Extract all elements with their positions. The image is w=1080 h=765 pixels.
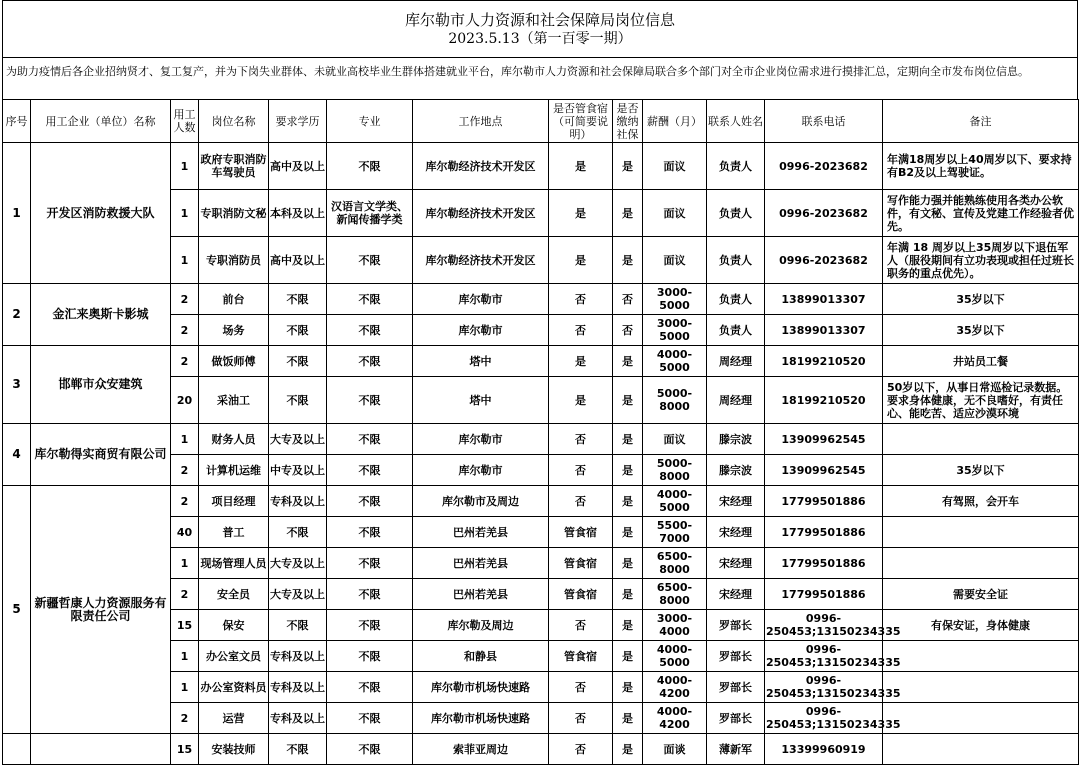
job-remark (883, 548, 1079, 579)
job-education: 大专及以上 (269, 579, 327, 610)
job-contact: 负责人 (707, 143, 765, 190)
job-location: 巴州若羌县 (413, 548, 549, 579)
job-location: 库尔勒经济技术开发区 (413, 143, 549, 190)
job-salary: 4000-5000 (643, 641, 707, 672)
group-org: 新疆哲康人力资源服务有限责任公司 (31, 486, 171, 734)
job-salary: 面议 (643, 424, 707, 455)
job-insurance: 是 (613, 237, 643, 284)
job-major: 不限 (327, 672, 413, 703)
job-board: 管食宿 (549, 548, 613, 579)
job-insurance: 是 (613, 346, 643, 377)
job-phone: 0996-250453;13150234335 (765, 610, 883, 641)
job-count: 2 (171, 579, 199, 610)
job-insurance: 是 (613, 672, 643, 703)
job-education: 不限 (269, 734, 327, 765)
job-position: 安装技师 (199, 734, 269, 765)
job-salary: 5000-8000 (643, 455, 707, 486)
job-position: 项目经理 (199, 486, 269, 517)
job-position: 计算机运维 (199, 455, 269, 486)
job-location: 巴州若羌县 (413, 517, 549, 548)
job-phone: 0996-250453;13150234335 (765, 641, 883, 672)
job-contact: 宋经理 (707, 517, 765, 548)
job-count: 20 (171, 377, 199, 424)
job-count: 40 (171, 517, 199, 548)
job-remark: 有保安证，身体健康 (883, 610, 1079, 641)
job-remark: 井站员工餐 (883, 346, 1079, 377)
group-seq: 4 (3, 424, 31, 486)
table-row (3, 486, 1079, 517)
job-count: 1 (171, 190, 199, 237)
job-board: 是 (549, 237, 613, 284)
job-education: 不限 (269, 315, 327, 346)
job-position: 现场管理人员 (199, 548, 269, 579)
job-major: 不限 (327, 424, 413, 455)
job-insurance: 否 (613, 315, 643, 346)
job-location: 库尔勒经济技术开发区 (413, 237, 549, 284)
job-insurance: 是 (613, 377, 643, 424)
job-major: 不限 (327, 315, 413, 346)
header-phone: 联系电话 (765, 100, 883, 143)
job-major: 不限 (327, 517, 413, 548)
job-count: 2 (171, 284, 199, 315)
job-remark: 35岁以下 (883, 455, 1079, 486)
job-remark (883, 424, 1079, 455)
job-position: 办公室资料员 (199, 672, 269, 703)
header-insurance: 是否缴纳社保 (613, 100, 643, 143)
job-contact: 负责人 (707, 190, 765, 237)
job-education: 不限 (269, 346, 327, 377)
job-education: 专科及以上 (269, 703, 327, 734)
job-phone: 17799501886 (765, 486, 883, 517)
job-major: 不限 (327, 377, 413, 424)
job-location: 巴州若羌县 (413, 579, 549, 610)
job-insurance: 是 (613, 190, 643, 237)
job-board: 否 (549, 315, 613, 346)
job-salary: 6500-8000 (643, 548, 707, 579)
jobs-body (3, 143, 1079, 765)
job-education: 不限 (269, 284, 327, 315)
job-count: 1 (171, 641, 199, 672)
job-insurance: 否 (613, 284, 643, 315)
job-contact: 滕宗波 (707, 424, 765, 455)
job-insurance: 是 (613, 579, 643, 610)
job-remark: 年满18周岁以上40周岁以下、要求持有B2及以上驾驶证。 (883, 143, 1079, 190)
title-block (2, 0, 1078, 57)
job-phone: 13909962545 (765, 455, 883, 486)
table-row (3, 424, 1079, 455)
job-salary: 面议 (643, 190, 707, 237)
group-seq: 1 (3, 143, 31, 284)
header-count: 用工人数 (171, 100, 199, 143)
job-education: 专科及以上 (269, 672, 327, 703)
header-seq: 序号 (3, 100, 31, 143)
job-board: 否 (549, 455, 613, 486)
job-salary: 4000-5000 (643, 486, 707, 517)
job-board: 是 (549, 377, 613, 424)
job-major: 不限 (327, 548, 413, 579)
job-position: 前台 (199, 284, 269, 315)
job-phone: 17799501886 (765, 548, 883, 579)
job-position: 办公室文员 (199, 641, 269, 672)
job-location: 库尔勒市 (413, 315, 549, 346)
job-insurance: 是 (613, 424, 643, 455)
job-location: 库尔勒经济技术开发区 (413, 190, 549, 237)
job-position: 做饭师傅 (199, 346, 269, 377)
job-board: 管食宿 (549, 579, 613, 610)
job-insurance: 是 (613, 143, 643, 190)
job-phone: 17799501886 (765, 579, 883, 610)
table-row (3, 143, 1079, 190)
job-location: 索菲亚周边 (413, 734, 549, 765)
job-salary: 3000-5000 (643, 284, 707, 315)
page-title: 库尔勒市人力资源和社会保障局岗位信息 (404, 11, 675, 29)
job-location: 库尔勒及周边 (413, 610, 549, 641)
job-count: 1 (171, 424, 199, 455)
job-major: 不限 (327, 579, 413, 610)
job-contact: 宋经理 (707, 486, 765, 517)
job-phone: 13899013307 (765, 284, 883, 315)
job-phone: 18199210520 (765, 346, 883, 377)
job-position: 安全员 (199, 579, 269, 610)
job-major: 不限 (327, 346, 413, 377)
job-contact: 罗部长 (707, 703, 765, 734)
job-contact: 宋经理 (707, 579, 765, 610)
job-position: 保安 (199, 610, 269, 641)
job-major: 不限 (327, 237, 413, 284)
page-subtitle: 2023.5.13（第一百零一期） (448, 31, 632, 47)
job-board: 否 (549, 610, 613, 641)
job-education: 大专及以上 (269, 548, 327, 579)
job-major: 不限 (327, 641, 413, 672)
job-position: 专职消防文秘 (199, 190, 269, 237)
job-major: 不限 (327, 610, 413, 641)
job-phone: 13399960919 (765, 734, 883, 765)
job-salary: 面议 (643, 143, 707, 190)
job-count: 15 (171, 734, 199, 765)
job-board: 否 (549, 486, 613, 517)
job-salary: 4000-5000 (643, 346, 707, 377)
job-remark: 需要安全证 (883, 579, 1079, 610)
job-position: 财务人员 (199, 424, 269, 455)
job-board: 是 (549, 346, 613, 377)
table-row (3, 346, 1079, 377)
job-insurance: 是 (613, 703, 643, 734)
job-salary: 5000-8000 (643, 377, 707, 424)
job-board: 否 (549, 284, 613, 315)
job-board: 是 (549, 190, 613, 237)
job-education: 本科及以上 (269, 190, 327, 237)
job-contact: 负责人 (707, 315, 765, 346)
job-count: 2 (171, 703, 199, 734)
job-location: 库尔勒市及周边 (413, 486, 549, 517)
job-contact: 周经理 (707, 346, 765, 377)
job-insurance: 是 (613, 486, 643, 517)
header-major: 专业 (327, 100, 413, 143)
job-listing-sheet (2, 0, 1078, 765)
header-position: 岗位名称 (199, 100, 269, 143)
job-education: 不限 (269, 517, 327, 548)
group-org: 金汇来奥斯卡影城 (31, 284, 171, 346)
job-board: 管食宿 (549, 641, 613, 672)
group-org: 开发区消防救援大队 (31, 143, 171, 284)
job-salary: 4000-4200 (643, 703, 707, 734)
group-org: 库尔勒得实商贸有限公司 (31, 424, 171, 486)
job-insurance: 是 (613, 734, 643, 765)
job-count: 1 (171, 237, 199, 284)
job-insurance: 是 (613, 548, 643, 579)
header-salary: 薪酬（月） (643, 100, 707, 143)
job-salary: 3000-5000 (643, 315, 707, 346)
job-location: 和静县 (413, 641, 549, 672)
job-position: 专职消防员 (199, 237, 269, 284)
header-location: 工作地点 (413, 100, 549, 143)
job-insurance: 是 (613, 641, 643, 672)
job-count: 15 (171, 610, 199, 641)
group-org: 邯郸市众安建筑 (31, 346, 171, 424)
job-contact: 薄新军 (707, 734, 765, 765)
job-position: 普工 (199, 517, 269, 548)
job-insurance: 是 (613, 517, 643, 548)
header-row (3, 100, 1079, 143)
job-phone: 13909962545 (765, 424, 883, 455)
job-contact: 罗部长 (707, 641, 765, 672)
job-remark (883, 734, 1079, 765)
job-education: 专科及以上 (269, 486, 327, 517)
header-board: 是否管食宿（可简要说明） (549, 100, 613, 143)
job-major: 不限 (327, 284, 413, 315)
job-insurance: 是 (613, 455, 643, 486)
job-location: 库尔勒市机场快速路 (413, 672, 549, 703)
job-remark: 有驾照，会开车 (883, 486, 1079, 517)
intro-text: 为助力疫情后各企业招纳贤才、复工复产，并为下岗失业群体、未就业高校毕业生群体搭建就业平台，库尔勒市人力资源和社会保障局联合多个部门对全市企业岗位需求进行摸排汇总，定期向全市发布岗位信息。 (2, 57, 1078, 99)
job-contact: 罗部长 (707, 610, 765, 641)
job-salary: 6500-8000 (643, 579, 707, 610)
group-seq: 2 (3, 284, 31, 346)
job-education: 不限 (269, 610, 327, 641)
job-phone: 17799501886 (765, 517, 883, 548)
header-education: 要求学历 (269, 100, 327, 143)
job-education: 高中及以上 (269, 237, 327, 284)
job-remark: 35岁以下 (883, 315, 1079, 346)
job-board: 管食宿 (549, 517, 613, 548)
job-major: 不限 (327, 455, 413, 486)
job-remark: 50岁以下，从事日常巡检记录数据。要求身体健康，无不良嗜好，有责任心、能吃苦、适应沙漠环境 (883, 377, 1079, 424)
job-phone: 0996-2023682 (765, 190, 883, 237)
job-remark (883, 703, 1079, 734)
job-phone: 13899013307 (765, 315, 883, 346)
table-row (3, 734, 1079, 765)
job-location: 塔中 (413, 377, 549, 424)
job-contact: 宋经理 (707, 548, 765, 579)
job-position: 场务 (199, 315, 269, 346)
job-salary: 4000-4200 (643, 672, 707, 703)
job-education: 专科及以上 (269, 641, 327, 672)
job-insurance: 是 (613, 610, 643, 641)
job-position: 运营 (199, 703, 269, 734)
job-location: 库尔勒市 (413, 455, 549, 486)
job-position: 采油工 (199, 377, 269, 424)
job-remark: 年满 18 周岁以上35周岁以下退伍军人（服役期间有立功表现或担任过班长职务的重点优先）。 (883, 237, 1079, 284)
job-board: 否 (549, 424, 613, 455)
job-count: 2 (171, 486, 199, 517)
job-position: 政府专职消防车驾驶员 (199, 143, 269, 190)
job-major: 不限 (327, 143, 413, 190)
job-phone: 18199210520 (765, 377, 883, 424)
job-education: 不限 (269, 377, 327, 424)
job-phone: 0996-2023682 (765, 143, 883, 190)
job-contact: 罗部长 (707, 672, 765, 703)
job-location: 库尔勒市 (413, 284, 549, 315)
job-major: 汉语言文学类、新闻传播学类 (327, 190, 413, 237)
job-location: 库尔勒市机场快速路 (413, 703, 549, 734)
job-salary: 面谈 (643, 734, 707, 765)
job-salary: 5500-7000 (643, 517, 707, 548)
job-board: 否 (549, 734, 613, 765)
job-salary: 3000-4000 (643, 610, 707, 641)
job-count: 2 (171, 455, 199, 486)
job-contact: 负责人 (707, 237, 765, 284)
job-board: 否 (549, 703, 613, 734)
group-seq (3, 734, 31, 765)
job-remark (883, 672, 1079, 703)
jobs-table (2, 99, 1079, 765)
job-major: 不限 (327, 734, 413, 765)
job-contact: 周经理 (707, 377, 765, 424)
group-org (31, 734, 171, 765)
job-remark: 写作能力强并能熟练使用各类办公软件，有文秘、宣传及党建工作经验者优先。 (883, 190, 1079, 237)
job-contact: 滕宗波 (707, 455, 765, 486)
job-education: 高中及以上 (269, 143, 327, 190)
job-count: 1 (171, 548, 199, 579)
job-major: 不限 (327, 703, 413, 734)
job-count: 1 (171, 143, 199, 190)
group-seq: 3 (3, 346, 31, 424)
job-board: 否 (549, 672, 613, 703)
job-remark: 35岁以下 (883, 284, 1079, 315)
table-row (3, 284, 1079, 315)
job-salary: 面议 (643, 237, 707, 284)
job-count: 2 (171, 346, 199, 377)
job-board: 是 (549, 143, 613, 190)
job-phone: 0996-250453;13150234335 (765, 672, 883, 703)
job-education: 大专及以上 (269, 424, 327, 455)
job-education: 中专及以上 (269, 455, 327, 486)
job-location: 库尔勒市 (413, 424, 549, 455)
job-contact: 负责人 (707, 284, 765, 315)
job-phone: 0996-2023682 (765, 237, 883, 284)
job-phone: 0996-250453;13150234335 (765, 703, 883, 734)
header-remark: 备注 (883, 100, 1079, 143)
group-seq: 5 (3, 486, 31, 734)
header-contact: 联系人姓名 (707, 100, 765, 143)
job-major: 不限 (327, 486, 413, 517)
job-count: 1 (171, 672, 199, 703)
header-org: 用工企业（单位）名称 (31, 100, 171, 143)
job-remark (883, 517, 1079, 548)
job-count: 2 (171, 315, 199, 346)
job-remark (883, 641, 1079, 672)
job-location: 塔中 (413, 346, 549, 377)
